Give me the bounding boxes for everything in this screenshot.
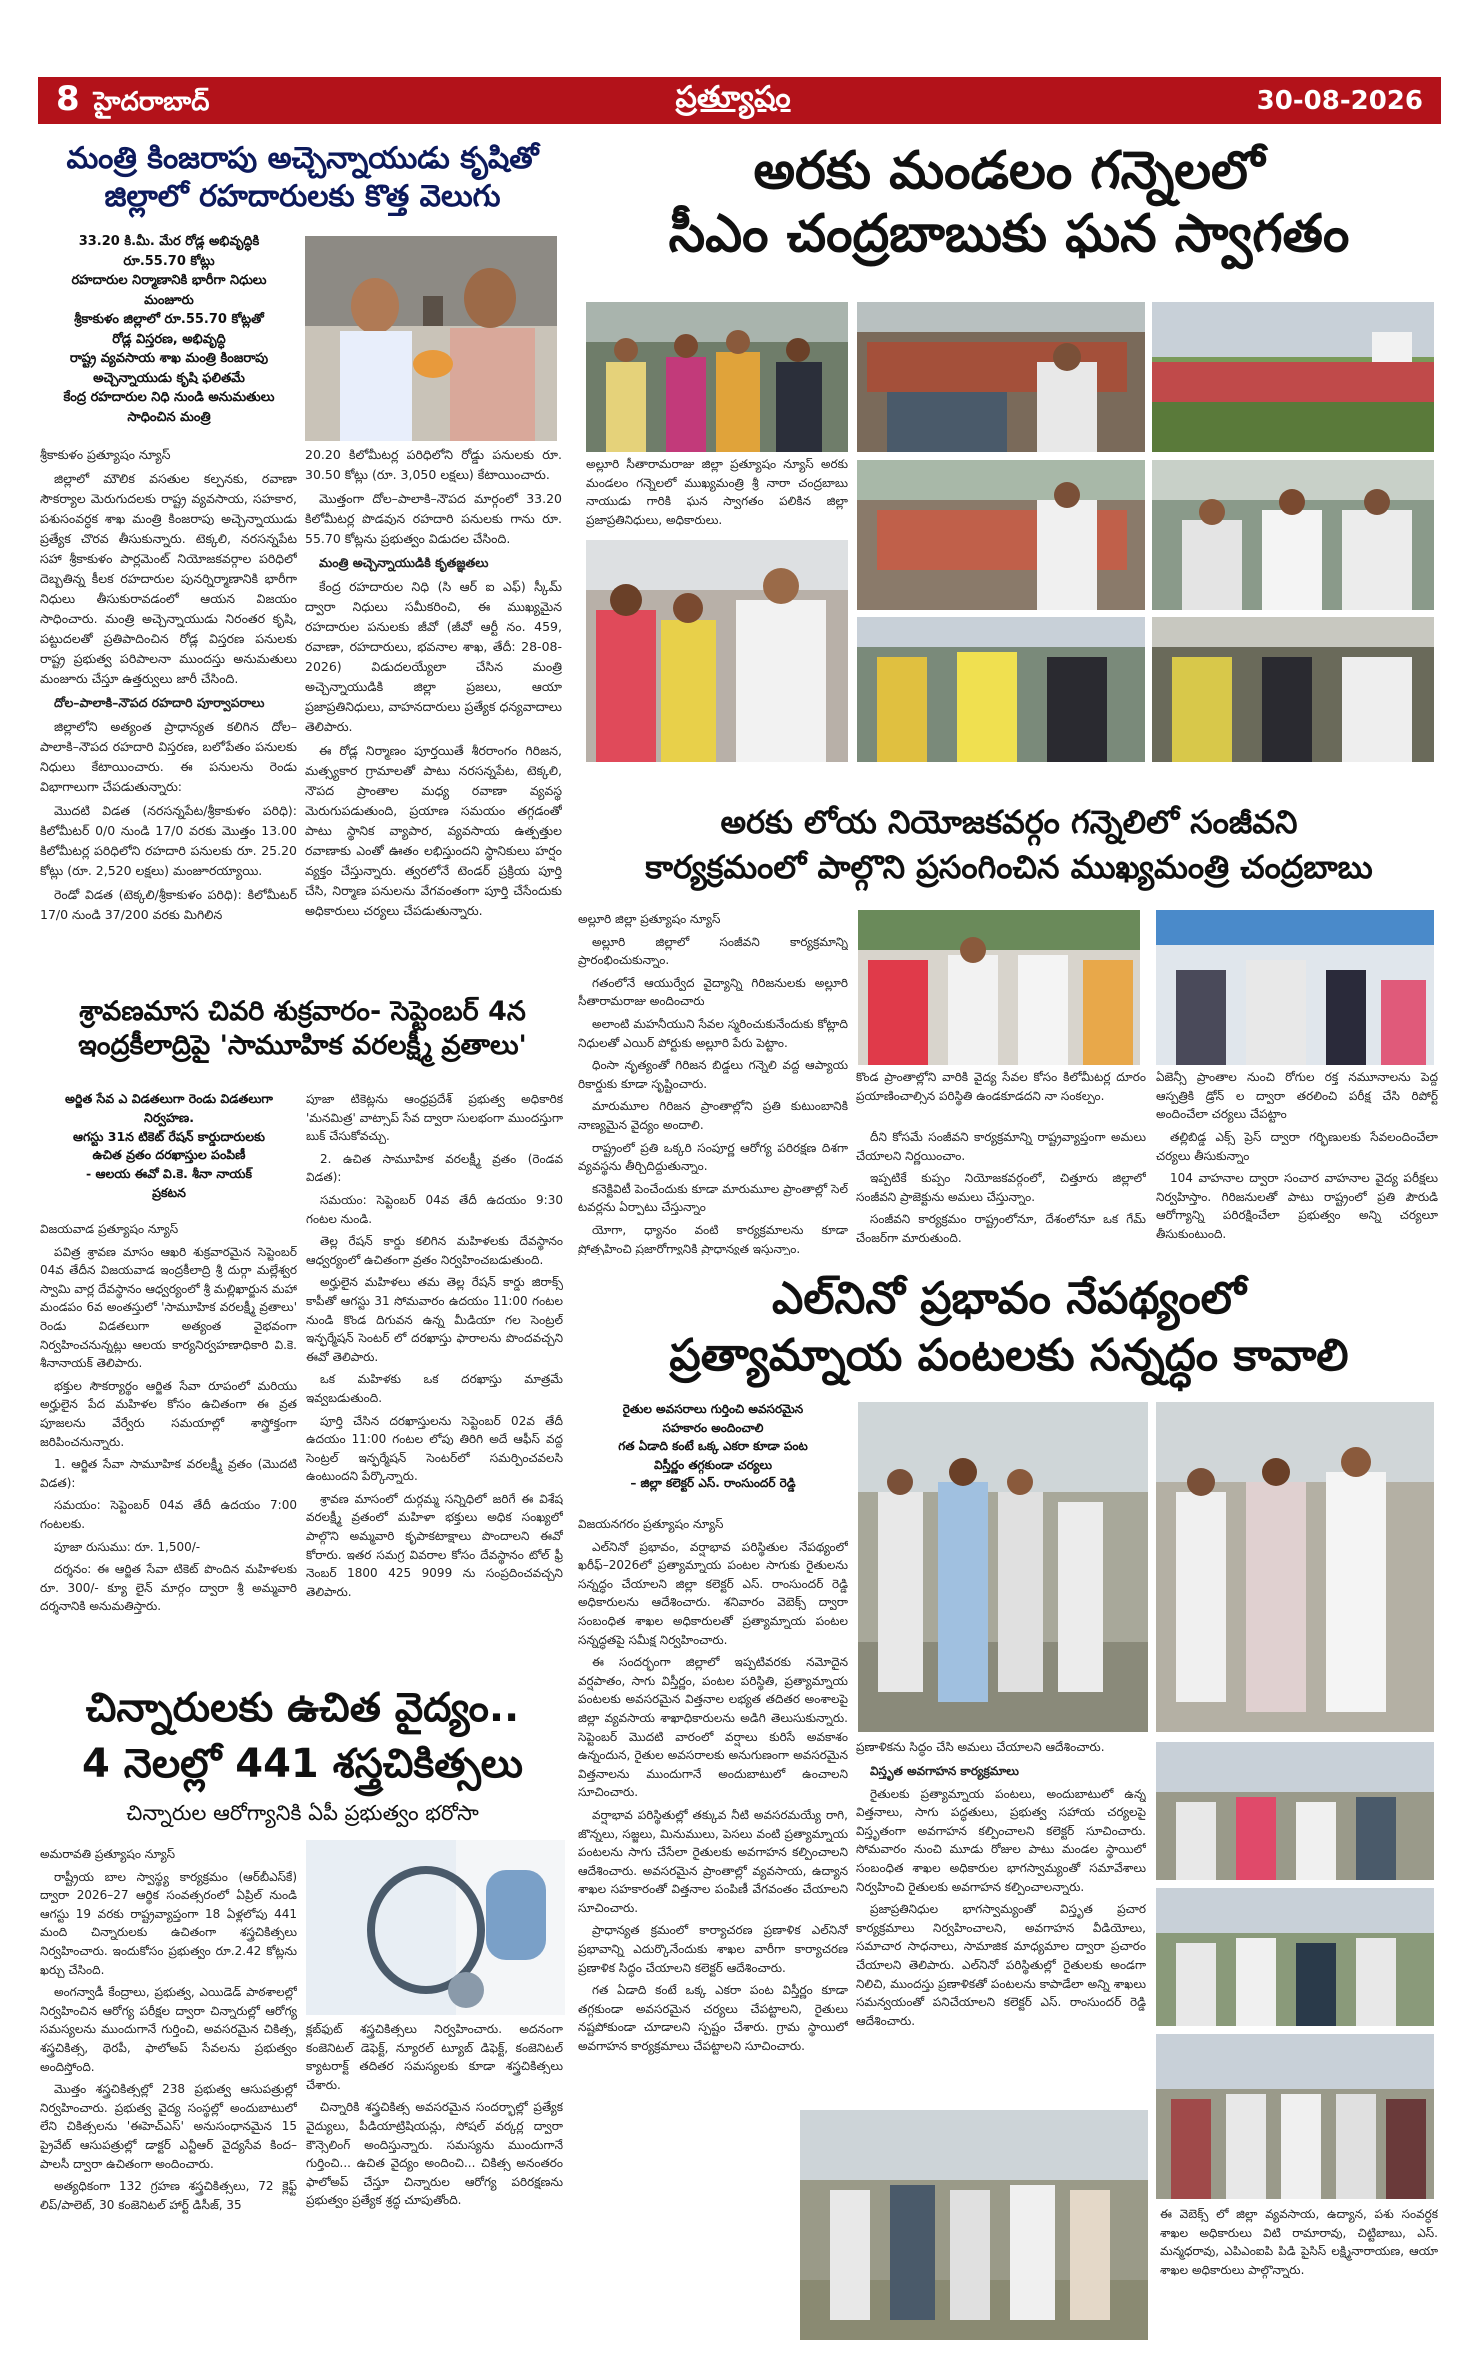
subheading: దోల–పాలాకి–నౌపద రహదారి పూర్వాపరాలు	[54, 695, 265, 710]
kicker-line: గత ఏడాది కంటే ఒక్క ఎకరా కూడా పంట	[618, 1439, 808, 1454]
paragraph: కేంద్ర రహదారుల నిధి (సి ఆర్ ఐ ఎఫ్) స్కీమ్ ద్వారా నిధులు సమీకరించి, ఈ ముఖ్యమైన రహదారుల పనులకు జీవో (జీవో ఆర్టీ నం. 459, రవాణా, రహదారులు, భవనాల శాఖ, తేదీ: 28-08-2026) విడుదలయ్యేలా చేసిన మంత్రి అచ్చెన్నాయుడికి జిల్లా ప్రజలు, ఆయా ప్రజాప్రతినిధులు, వాహనదారులు ప్రత్యేక ధన్యవాదాలు తెలిపారు.	[305, 579, 562, 734]
kicker-line: - ఆలయ ఈవో వి.కె. శీనా నాయక్	[86, 1166, 252, 1181]
paragraph: గత ఏడాది కంటే ఒక్క ఎకరా పంట విస్తీర్ణం కూడా తగ్గకుండా అవసరమైన చర్యలు చేపట్టాలని, రైతులు నష్టపోకుండా చూడాలని స్పష్టం చేశారు. గ్రామ స్థాయిలో అవగాహన కార్యక్రమాలు చేపట్టాలని సూచించారు.	[578, 1983, 848, 2054]
paragraph: శ్రావణ మాసంలో దుర్గమ్మ సన్నిధిలో జరిగే ఈ విశేష వరలక్ష్మీ వ్రతంలో మహిళా భక్తులు అధిక సంఖ్యలో పాల్గొని అమ్మవారి కృపాకటాక్షాలు పొందాలని ఈవో కోరారు. ఇతర సమగ్ర వివరాల కోసం దేవస్థానం టోల్ ఫ్రీ నెంబర్ 1800 425 9099 ను సంప్రదించవచ్చని తెలిపారు.	[306, 1491, 563, 1599]
article-sanjeevani-caption-mid: కొండ ప్రాంతాల్లోని వారికి వైద్య సేవల కోసం కిలోమీటర్ల దూరం ప్రయాణించాల్సిన పరిస్థితి ఉండకూడదని నా సంకల్పం.	[856, 1070, 1146, 1103]
article-sanjeevani-headline	[578, 800, 1440, 890]
headline-line-2: కార్యక్రమంలో పాల్గొని ప్రసంగించిన ముఖ్యమంత్రి చంద్రబాబు	[645, 847, 1373, 886]
paragraph: మారుమూల గిరిజన ప్రాంతాల్లోని ప్రతి కుటుంబానికి నాణ్యమైన వైద్యం అందాలి.	[578, 1099, 848, 1132]
paragraph: రాష్ట్రంలో ప్రతి ఒక్కరి సంపూర్ణ ఆరోగ్య పరిరక్షణ దిశగా వ్యవస్థను తీర్చిదిద్దుతున్నాం.	[578, 1140, 848, 1174]
paragraph: ఎల్‌నినో ప్రభావం, వర్షాభావ పరిస్థితుల నేపథ్యంలో ఖరీఫ్–2026లో ప్రత్యామ్నాయ పంటల సాగుకు రైతులను సన్నద్ధం చేయాలని జిల్లా కలెక్టర్ ఎస్. రాంసుందర్ రెడ్డి అధికారులను ఆదేశించారు. శనివారం వెబెక్స్ ద్వారా సంబంధిత శాఖల అధికారులతో ప్రత్యామ్నాయ పంటల సన్నద్ధతపై సమీక్ష నిర్వహించారు.	[578, 1539, 848, 1647]
headline-line-1: శ్రావణమాస చివరి శుక్రవారం- సెప్టెంబర్ 4న	[79, 996, 526, 1027]
city-name: హైదరాబాద్	[93, 86, 210, 117]
paragraph: అల్లూరి జిల్లాలో సంజీవని కార్యక్రమాన్ని ప్రారంభించుకున్నాం.	[578, 934, 848, 968]
article-sanjeevani-body	[578, 910, 848, 1255]
paragraph: జిల్లాలోని అత్యంత ప్రాధాన్యత కలిగిన దోల–పాలాకి–నౌపద రహదారి విస్తరణ, బలోపేతం పనులకు నిధులు కేటాయించారు. ఈ పనులను రెండు విభాగాలుగా చేపడుతున్నారు:	[40, 719, 297, 794]
kicker-line: శ్రీకాకుళం జిల్లాలో రూ.55.70 కోట్లతో	[74, 312, 264, 327]
paragraph: పూజా టికెట్లను ఆంధ్రప్రదేశ్ ప్రభుత్వ అధికారిక 'మనమిత్ర' వాట్సాప్ సేవ ద్వారా సులభంగా ముందస్తుగా బుక్ చేసుకోవచ్చు.	[306, 1092, 563, 1144]
headline-line-1: అరకు మండలం గన్నెలలో	[753, 141, 1265, 201]
paragraph: సంజీవని కార్యక్రమం రాష్ట్రంలోనూ, దేశంలోనూ ఒక గేమ్ చేంజర్‌గా మారుతుంది.	[856, 1212, 1146, 1245]
kicker-line: – జిల్లా కలెక్టర్ ఎస్. రాంసుందర్ రెడ్డి	[630, 1476, 796, 1491]
article-varalakshmi-body-left	[40, 1220, 297, 1660]
cm-welcome-photo-6	[586, 540, 848, 762]
cm-welcome-photo-2	[857, 302, 1145, 452]
subheading: మంత్రి అచ్చెన్నాయుడికి కృతజ్ఞతలు	[319, 555, 489, 570]
elnino-photo-5	[1156, 2034, 1434, 2199]
paragraph: ధింసా నృత్యంతో గిరిజన బిడ్డలు గన్నెలి వద్ద ఆప్యాయ రికార్డుకు కూడా సృష్టించారు.	[578, 1058, 848, 1091]
paragraph: 2. ఉచిత సామూహిక వరలక్ష్మీ వ్రతం (రెండవ విడత):	[306, 1151, 563, 1185]
paragraph: ఇప్పటికే కుప్పం నియోజకవర్గంలో, చిత్తూరు జిల్లాలో సంజీవని ప్రాజెక్టును అమలు చేస్తున్నాం.	[856, 1171, 1146, 1204]
paragraph: తెల్ల రేషన్ కార్డు కలిగిన మహిళలకు దేవస్థానం ఆధ్వర్యంలో ఉచితంగా వ్రతం నిర్వహించబడుతుంది.	[306, 1234, 563, 1267]
paragraph: అర్హులైన మహిళలు తమ తెల్ల రేషన్ కార్డు జిరాక్స్ కాపీతో ఆగస్టు 31 సోమవారం ఉదయం 11:00 గంటల నుండి కొండ దిగువన ఉన్న మీడియా గల సెంట్రల్ ఇన్ఫర్మేషన్ సెంటర్ లో దరఖాస్తు ఫారాలను పొందవచ్చని ఈవో తెలిపారు.	[306, 1275, 563, 1364]
paragraph: తల్లిబిడ్డ ఎక్స్ ప్రెస్ ద్వారా గర్భిణులకు సేవలందించేలా చర్యలు తీసుకున్నాం	[1156, 1130, 1438, 1163]
paragraph: సమయం: సెప్టెంబర్ 04వ తేదీ ఉదయం 9:30 గంటల నుండి.	[306, 1192, 563, 1226]
page-label	[56, 79, 209, 123]
paragraph: యోగా, ధ్యానం వంటి కార్యక్రమాలను కూడా ప్రోత్సహించి ప్రజారోగ్యానికి ప్రాధాన్యత ఇస్తున్నాం.	[578, 1222, 848, 1255]
article-elnino-caption-mid: ప్రణాళికను సిద్ధం చేసి అమలు చేయాలని ఆదేశించారు.	[856, 1740, 1105, 1754]
article-roads-body-left	[40, 445, 297, 975]
paragraph: సమయం: సెప్టెంబర్ 04వ తేదీ ఉదయం 7:00 గంటలకు.	[40, 1498, 297, 1531]
kicker-line: విస్తీర్ణం తగ్గకుండా చర్యలు	[654, 1457, 772, 1472]
article-elnino-kicker	[578, 1400, 848, 1505]
kicker-line: రాష్ట్ర వ్యవసాయ శాఖ మంత్రి కింజరాపు	[69, 351, 269, 366]
sanjeevani-photo-1	[858, 910, 1140, 1065]
elnino-photo-1	[858, 1402, 1148, 1732]
cm-welcome-photo-1	[586, 302, 848, 452]
masthead	[38, 77, 1441, 124]
dateline: అల్లూరి జిల్లా ప్రత్యూషం న్యూస్	[578, 912, 721, 926]
article-roads	[40, 140, 565, 980]
paragraph: మొత్తంగా దోల–పాలాకి–నౌపద మార్గంలో 33.20 కిలోమీటర్ల పొడవున రహదారి పనులకు గాను రూ. 55.70 కోట్లను ప్రభుత్వం విడుదల చేసింది.	[305, 491, 562, 546]
paragraph: 104 వాహనాల ద్వారా సంచార వాహనాల వైద్య పరీక్షలు నిర్వహిస్తాం. గిరిజనులతో పాటు రాష్ట్రంలో ప్రతి పౌరుడి ఆరోగ్యాన్ని పరిరక్షించేలా ప్రభుత్వం అన్ని చర్యలూ తీసుకుంటుంది.	[1156, 1171, 1438, 1241]
kicker-line: మంజూరు	[144, 292, 194, 308]
paragraph: ప్రాధాన్యత క్రమంలో కార్యాచరణ ప్రణాళిక ఎల్‌నినో ప్రభావాన్ని ఎదుర్కొనేందుకు శాఖల వారీగా కార్యాచరణ ప్రణాళిక సిద్ధం చేయాలని కలెక్టర్ ఆదేశించారు.	[578, 1923, 848, 1975]
paragraph: మొదటి విడత (నరసన్నపేట/శ్రీకాకుళం పరిధి): కిలోమీటర్ 0/0 నుండి 17/0 వరకు మొత్తం 13.00 కిలోమీటర్ల పరిధిలోని రహదారి పనులకు రూ. 25.20 కోట్లు (రూ. 2,520 లక్షలు) మంజూరయ్యాయి.	[40, 803, 297, 878]
issue-date: 30-08-2026	[1256, 85, 1423, 116]
cm-welcome-photo-8	[1152, 617, 1434, 762]
kicker-line: ప్రకటన	[152, 1184, 186, 1200]
paragraph: చిన్నారికి శస్త్రచికిత్స అవసరమైన సందర్భాల్లో ప్రత్యేక వైద్యులు, పీడియాట్రిషియన్లు, సోషల్ వర్కర్ల ద్వారా కౌన్సెలింగ్ అందిస్తున్నారు. సమస్యను ముందుగానే గుర్తించి... ఉచిత వైద్యం అందించి... చికిత్స అనంతరం ఫాలోఅప్ చేస్తూ చిన్నారుల ఆరోగ్య పరిరక్షణను ప్రభుత్వం ప్రత్యేక శ్రద్ధ చూపుతోంది.	[306, 2100, 563, 2208]
sanjeevani-photo-2	[1156, 910, 1434, 1065]
paragraph: వర్షాభావ పరిస్థితుల్లో తక్కువ నీటి అవసరమయ్యే రాగి, జొన్నలు, సజ్జలు, మినుములు, పెసలు వంటి ప్రత్యామ్నాయ పంటలను సాగు చేసేలా రైతులకు అవగాహన కల్పించాలని ఆదేశించారు. అవసరమైన ప్రాంతాల్లో వ్యవసాయ, ఉద్యాన శాఖల సహకారంతో విత్తనాల పంపిణీ వేగవంతం చేయాలని సూచించారు.	[578, 1807, 848, 1915]
paragraph: కనెక్టివిటీ పెంచేందుకు కూడా మారుమూల ప్రాంతాల్లో సెల్ టవర్లను ఏర్పాటు చేస్తున్నాం	[578, 1181, 848, 1215]
paragraph: 1. ఆర్జిత సేవా సామూహిక వరలక్ష్మీ వ్రతం (మొదటి విడత):	[40, 1457, 297, 1490]
paragraph: రెండో విడత (టెక్కలి/శ్రీకాకుళం పరిధి): కిలోమీటర్ 17/0 నుండి 37/200 వరకు మిగిలిన	[40, 887, 297, 922]
headline-line-2: ఇంద్రకీలాద్రిపై 'సామూహిక వరలక్ష్మీ వ్రతాలు'	[78, 1029, 527, 1061]
page-number: 8	[56, 78, 80, 119]
kicker-line: అర్జిత సేవ ఎ విడతలుగా రెండు విడతలుగా	[65, 1091, 273, 1106]
paragraph: అత్యధికంగా 132 గ్రహణ శస్త్రచికిత్సలు, 72 క్లెఫ్ట్ లిప్/పాలెట్, 30 కంజెనిటల్ హార్ట్ డిసీజ్, 35	[40, 2179, 297, 2212]
paragraph: భక్తుల సౌకర్యార్థం ఆర్జిత సేవా రూపంలో మరియు అర్హులైన పేద మహిళల కోసం ఉచితంగా ఈ వ్రత పూజలను వేర్వేరు సమయాల్లో శాస్త్రోక్తంగా జరిపించనున్నారు.	[40, 1378, 297, 1449]
paragraph: దర్శనం: ఈ ఆర్జిత సేవా టికెట్ పొందిన మహిళలకు రూ. 300/- క్యూ లైన్ మార్గం ద్వారా శ్రీ అమ్మవారి దర్శనానికి అనుమతిస్తారు.	[40, 1562, 297, 1614]
article-child-health-subhead: చిన్నారుల ఆరోగ్యానికి ఏపీ ప్రభుత్వం భరోసా	[126, 1801, 479, 1825]
kicker-line: కేంద్ర రహదారుల నిధి నుండి అనుమతులు	[63, 390, 275, 405]
article-sanjeevani-body-right	[1156, 1128, 1438, 1258]
article-varalakshmi	[40, 995, 565, 1660]
kicker-line: రూ.55.70 కోట్లు	[123, 253, 215, 269]
headline-line-1: చిన్నారులకు ఉచిత వైద్యం..	[85, 1685, 520, 1731]
cm-welcome-photo-3	[1152, 302, 1434, 452]
paragraph: పవిత్ర శ్రావణ మాసం ఆఖరి శుక్రవారమైన సెప్టెంబర్ 04వ తేదీన విజయవాడ ఇంద్రకీలాద్రి శ్రీ దుర్గా మల్లేశ్వర స్వామి వార్ల దేవస్థానం ఆధ్వర్యంలో శ్రీ మల్లిఖార్జున మహా మండపం 6వ అంతస్తులో 'సామూహిక వరలక్ష్మీ వ్రతాలు' రెండు విడతలుగా అత్యంత వైభవంగా నిర్వహించనున్నట్లు ఆలయ కార్యనిర్వహణాధికారి వి.కె. శీనానాయక్ తెలిపారు.	[40, 1244, 297, 1371]
headline-line-2: 4 నెలల్లో 441 శస్త్రచికిత్సలు	[81, 1741, 524, 1787]
kicker-line: ఆగస్టు 31న టికెట్ రేషన్ కార్డుదారులకు	[73, 1128, 265, 1144]
kicker-line: సహకారం అందించాలి	[662, 1420, 764, 1435]
elnino-photo-3	[1156, 1742, 1434, 1880]
dateline: అమరావతి ప్రత్యూషం న్యూస్	[40, 1847, 176, 1861]
article-roads-headline	[40, 140, 565, 215]
paragraph: ప్రజాప్రతినిధుల భాగస్వామ్యంతో విస్తృత ప్రచార కార్యక్రమాలు నిర్వహించాలని, అవగాహన వీడియోలు, సమాచార సాధనాలు, సామాజిక మాధ్యమాల ద్వారా ప్రచారం చేయాలని తెలిపారు. ఎల్‌నినో పరిస్థితుల్లో రైతులకు అండగా నిలిచి, ముందస్తు ప్రణాళికతో పంటలను కాపాడేలా అన్ని శాఖలు సమన్వయంతో పనిచేయాలని కలెక్టర్ ఎస్. రాంసుందర్ రెడ్డి ఆదేశించారు.	[856, 1902, 1146, 2028]
kicker-line: రహదారుల నిర్మాణానికి భారీగా నిధులు	[71, 273, 267, 288]
paragraph: గతంలోనే ఆయుర్వేద వైద్యాన్ని గిరిజనులకు అల్లూరి సీతారామరాజు అందించారు	[578, 975, 848, 1009]
paper-name: ప్రత్యూషం	[675, 79, 791, 115]
article-varalakshmi-kicker	[40, 1090, 298, 1215]
dateline: శ్రీకాకుళం ప్రత్యూషం న్యూస్	[40, 447, 171, 462]
article-varalakshmi-headline	[40, 995, 565, 1063]
article-child-health	[40, 1680, 565, 2340]
kicker-line: సాధించిన మంత్రి	[127, 409, 211, 425]
article-child-health-body-right	[306, 2020, 563, 2340]
kicker-line: రోడ్ల విస్తరణ, అభివృద్ధి	[112, 331, 226, 347]
article-elnino-body-mid	[856, 1762, 1146, 2132]
headline-line-2: ప్రత్యామ్నాయ పంటలకు సన్నద్ధం కావాలి	[669, 1330, 1349, 1382]
paragraph: మొత్తం శస్త్రచికిత్సల్లో 238 ప్రభుత్వ ఆసుపత్రుల్లో నిర్వహించారు. ప్రభుత్వ వైద్య సంస్థల్లో అందుబాటులో లేని చికిత్సలను 'ఈహెచ్ఎస్' అనుసంధానమైన 15 ప్రైవేట్ ఆసుపత్రుల్లో డాక్టర్ ఎన్టీఆర్ వైద్యసేవ కింద–పాలసీ ద్వారా ఉచితంగా అందించారు.	[40, 2082, 297, 2171]
subheading: విస్తృత అవగాహన కార్యక్రమాలు	[870, 1764, 1019, 1778]
paragraph: అంగన్వాడీ కేంద్రాలు, ప్రభుత్వ, ఎయిడెడ్ పాఠశాలల్లో నిర్వహించిన ఆరోగ్య పరీక్షల ద్వారా చిన్నారుల్లో ఆరోగ్య సమస్యలను ముందుగానే గుర్తించి, అవసరమైన చికిత్స, శస్త్రచికిత్స, థెరపీ, ఫాలోఅప్ సేవలను ప్రభుత్వం అందిస్తోంది.	[40, 1985, 297, 2074]
paragraph: రాష్ట్రీయ బాల స్వాస్థ్య కార్యక్రమం (ఆర్‌బీఎస్‌కే) ద్వారా 2026–27 ఆర్థిక సంవత్సరంలో ఏప్రిల్ నుండి ఆగస్టు 19 వరకు రాష్ట్రవ్యాప్తంగా 18 ఏళ్లలోపు 441 మంది చిన్నారులకు ఉచితంగా శస్త్రచికిత్సలు నిర్వహించారు. ఇందుకోసం ప్రభుత్వం రూ.2.42 కోట్లను ఖర్చు చేసింది.	[40, 1869, 297, 1977]
article-sanjeevani-caption-right: ఏజెన్సీ ప్రాంతాల నుంచి రోగుల రక్త నమూనాలను పెద్ద ఆస్పత్రికి డ్రోన్ ల ద్వారా తరలించి పరీక్ష చేసి రిపోర్ట్ అందించేలా చర్యలు చేపట్టాం	[1156, 1070, 1438, 1122]
elnino-photo-2	[1156, 1402, 1434, 1732]
cm-welcome-photo-5	[1152, 460, 1434, 610]
paragraph: అలాంటి మహనీయుని సేవల స్మరించుకునేందుకు కోట్లాది నిధులతో ఎయిర్ పోర్టుకు అల్లూరి పేరు పెట్టాం.	[578, 1016, 848, 1050]
paragraph: ఈ సందర్భంగా జిల్లాలో ఇప్పటివరకు నమోదైన వర్షపాతం, సాగు విస్తీర్ణం, పంటల పరిస్థితి, ప్రత్యామ్నాయ పంటలకు అవసరమైన విత్తనాల లభ్యత తదితర అంశాలపై జిల్లా వ్యవసాయ శాఖాధికారులను అడిగి తెలుసుకున్నారు. సెప్టెంబర్ మొదటి వారంలో వర్షాలు కురిసే అవకాశం ఉన్నందున, రైతుల అవసరాలకు అనుగుణంగా అవసరమైన విత్తనాలను ముందుగానే అందుబాటులో ఉంచాలని సూచించారు.	[578, 1655, 848, 1800]
elnino-photo-6	[800, 2110, 1148, 2340]
headline-line-1: అరకు లోయ నియోజకవర్గం గన్నెలిలో సంజీవని	[720, 803, 1298, 841]
article-elnino-caption-right: ఈ వెబెక్స్ లో జిల్లా వ్యవసాయ, ఉద్యాన, పశు సంవర్ధక శాఖల అధికారులు విటి రామారావు, చిట్టిబాబు, ఎస్. మన్మధరావు, ఎపిఎంఐపి పిడి పైసిస్ లక్ష్మినారాయణ, ఆయా శాఖల అధికారులు పాల్గొన్నారు.	[1160, 2207, 1438, 2277]
article-varalakshmi-body-right	[306, 1090, 563, 1660]
headline-line-2: జిల్లాలో రహదారులకు కొత్త వెలుగు	[104, 178, 501, 214]
paragraph: దీని కోసమే సంజీవని కార్యక్రమాన్ని రాష్ట్రవ్యాప్తంగా అమలు చేయాలని నిర్ణయించాం.	[856, 1130, 1146, 1163]
article-cm-welcome-headline	[578, 140, 1440, 267]
paragraph: పూజా రుసుము: రూ. 1,500/-	[54, 1539, 201, 1554]
minister-photo	[305, 236, 557, 441]
article-sanjeevani-body-mid	[856, 1128, 1146, 1258]
kicker-line: 33.20 కి.మీ. మేర రోడ్ల అభివృద్ధికి	[78, 234, 260, 249]
paragraph: జిల్లాలో మౌలిక వసతుల కల్పనకు, రవాణా సౌకర్యాల మెరుగుదలకు రాష్ట్ర వ్యవసాయ, సహకార, పశుసంవర్ధక శాఖ మంత్రి కింజరాపు అచ్చెన్నాయుడు ప్రత్యేక చొరవ తీసుకున్నారు. టెక్కలి, నరసన్నపేట సహా శ్రీకాకుళం పార్లమెంట్ నియోజకవర్గాల పరిధిలో దెబ్బతిన్న కీలక రహదారుల పునర్నిర్మాణానికి భారీగా నిధులు తీసుకురావడంలో ఆయన విజయం సాధించారు. మంత్రి అచ్చెన్నాయుడు నిరంతర కృషి, పట్టుదలతో ప్రతిపాదించిన రోడ్ల విస్తరణ పనులకు రాష్ట్ర ప్రభుత్వ పరిపాలనా ముందస్తు అనుమతులు మంజూరు చేస్తూ ఉత్తర్వులు జారీ చేసింది.	[40, 471, 297, 686]
headline-line-2: సీఎం చంద్రబాబుకు ఘన స్వాగతం	[668, 204, 1350, 265]
paragraph: పూర్తి చేసిన దరఖాస్తులను సెప్టెంబర్ 02వ తేదీ ఉదయం 11:00 గంటల లోపు తిరిగి అదే ఆఫీస్ వద్ద సెంట్రల్ ఇన్ఫర్మేషన్ సెంటర్‌లో సమర్పించవలసి ఉంటుందని పేర్కొన్నారు.	[306, 1413, 563, 1484]
paragraph: ఒక మహిళకు ఒక దరఖాస్తు మాత్రమే ఇవ్వబడుతుంది.	[306, 1372, 563, 1405]
dateline: విజయనగరం ప్రత్యూషం న్యూస్	[578, 1517, 724, 1531]
elnino-photo-4	[1156, 1888, 1434, 2026]
stethoscope-photo	[306, 1840, 565, 2015]
kicker-line: నిర్వహణ.	[144, 1109, 194, 1125]
headline-line-1: మంత్రి కింజరాపు అచ్చెన్నాయుడు కృషితో	[66, 141, 539, 176]
article-child-health-headline	[40, 1680, 565, 1792]
kicker-line: ఉచిత వ్రతం దరఖాస్తుల పంపిణీ	[92, 1147, 246, 1163]
paragraph: 20.20 కిలోమీటర్ల పరిధిలోని రోడ్డు పనులకు రూ. 30.50 కోట్లు (రూ. 3,050 లక్షలు) కేటాయించారు.	[305, 447, 562, 482]
paragraph: క్లబ్‌ఫుట్ శస్త్రచికిత్సలు నిర్వహించారు. అదనంగా కంజెనిటల్ డెఫెక్ట్, న్యూరల్ ట్యూబ్ డిఫెక్ట్, కంజెనిటల్ క్యాటరాక్ట్ తదితర సమస్యలకు కూడా శస్త్రచికిత్సలు చేశారు.	[306, 2022, 563, 2092]
article-roads-body-right	[305, 445, 562, 975]
article-roads-kicker	[40, 232, 298, 432]
paragraph: రైతులకు ప్రత్యామ్నాయ పంటలు, అందుబాటులో ఉన్న విత్తనాలు, సాగు పద్ధతులు, ప్రభుత్వ సహాయ చర్యలపై విస్తృతంగా అవగాహన కల్పించాలని కలెక్టర్ సూచించారు. సోమవారం నుంచి మూడు రోజుల పాటు మండల స్థాయిలో సంబంధిత శాఖల అధికారుల భాగస్వామ్యంతో సమావేశాలు నిర్వహించి రైతులకు అవగాహన కల్పించాలన్నారు.	[856, 1786, 1146, 1894]
dateline: విజయవాడ ప్రత్యూషం న్యూస్	[40, 1222, 179, 1236]
kicker-line: రైతుల అవసరాలు గుర్తించి అవసరమైన	[622, 1402, 804, 1416]
article-elnino-headline	[578, 1270, 1440, 1384]
cm-welcome-photo-7	[857, 617, 1145, 762]
article-child-health-body-left	[40, 1845, 297, 2340]
kicker-line: అచ్చెన్నాయుడు కృషి ఫలితమే	[93, 370, 245, 386]
headline-line-1: ఎల్‌నినో ప్రభావం నేపథ్యంలో	[772, 1273, 1246, 1324]
cm-welcome-photo-4	[857, 460, 1145, 610]
cm-welcome-caption: అల్లూరి సీతారామరాజు జిల్లా ప్రత్యూషం న్యూస్ అరకు మండలం గన్నెలలో ముఖ్యమంత్రి శ్రీ నారా చంద్రబాబు నాయుడు గారికి ఘన స్వాగతం పలికిన జిల్లా ప్రజాప్రతినిధులు, అధికారులు.	[586, 457, 848, 527]
paragraph: ఈ రోడ్ల నిర్మాణం పూర్తయితే శీరరాంగం గిరిజన, మత్స్యకార గ్రామాలతో పాటు నరసన్నపేట, టెక్కలి, నౌపద ప్రాంతాల మధ్య రవాణా వ్యవస్థ మెరుగుపడుతుంది, ప్రయాణ సమయం తగ్గడంతో పాటు స్థానిక వ్యాపార, వ్యవసాయ ఉత్పత్తుల రవాణాకు ఎంతో ఊతం లభిస్తుందని స్థానికులు హర్షం వ్యక్తం చేస్తున్నారు. త్వరలోనే టెండర్ ప్రక్రియ పూర్తి చేసి, నిర్మాణ పనులను వేగవంతంగా పూర్తి చేసేందుకు అధికారులు చర్యలు చేపడుతున్నారు.	[305, 743, 562, 918]
